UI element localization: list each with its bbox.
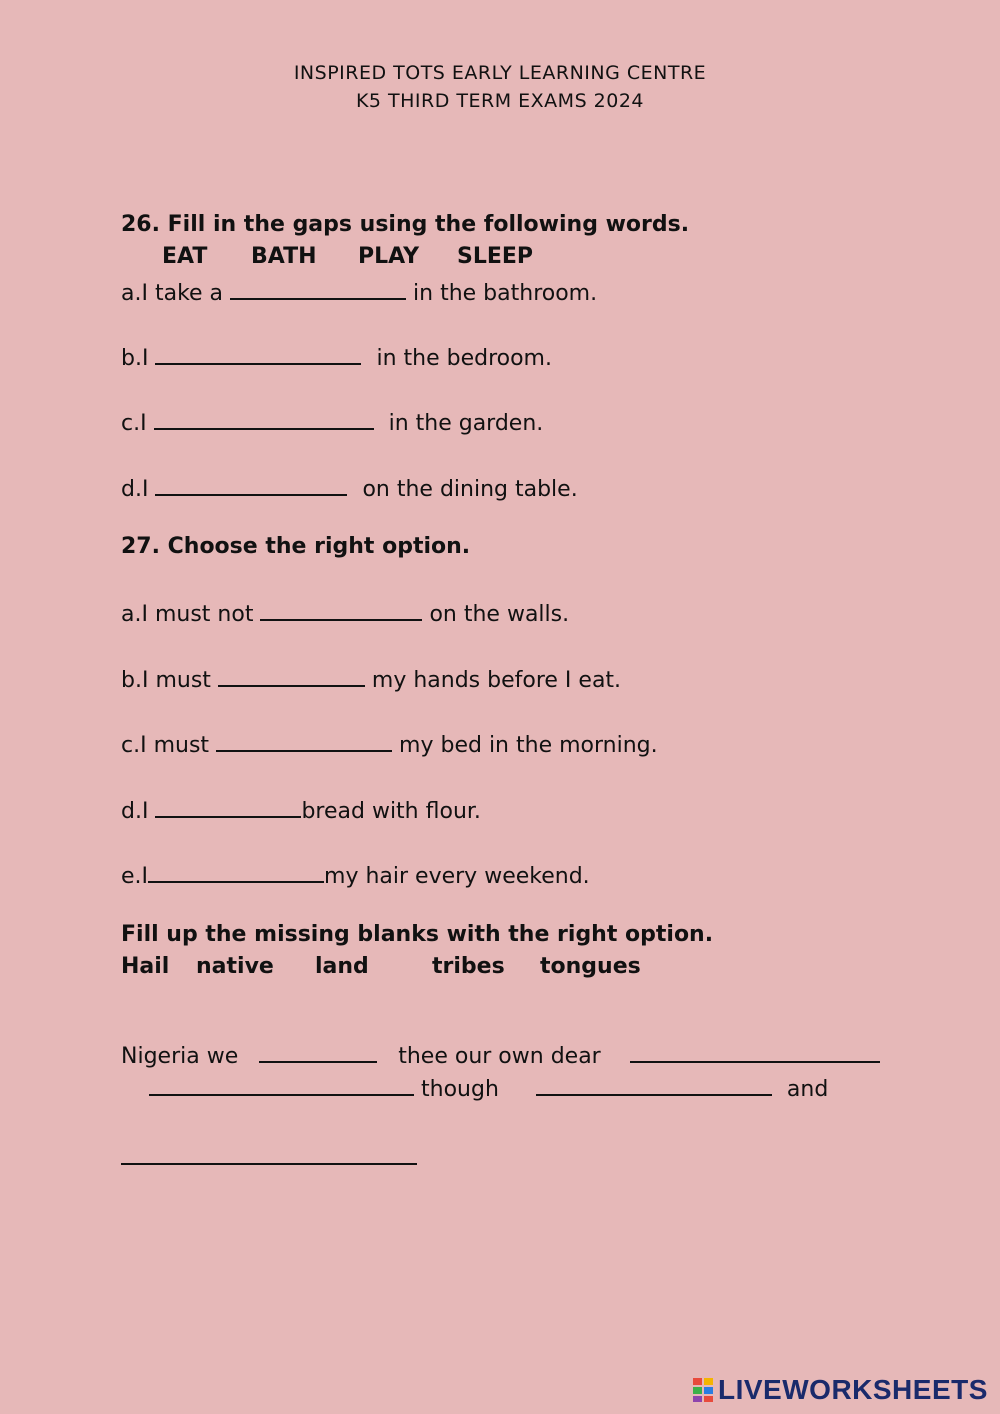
word-option: SLEEP	[457, 244, 534, 269]
answer-blank[interactable]	[630, 1041, 880, 1063]
answer-blank[interactable]	[230, 278, 406, 300]
item-suffix: my hair every weekend.	[324, 864, 590, 889]
q27-item-e	[121, 861, 590, 889]
item-prefix: a.I take a	[121, 281, 224, 306]
word-option: land	[315, 954, 369, 979]
word-option: native	[196, 954, 274, 979]
liveworksheets-logo: LIVEWORKSHEETS	[718, 1374, 988, 1405]
q26-title: 26. Fill in the gaps using the following words.	[121, 212, 690, 237]
q27-item-a	[121, 599, 569, 627]
anthem-text: though	[421, 1077, 499, 1102]
q27-item-b	[121, 665, 621, 693]
q28-title: Fill up the missing blanks with the right option.	[121, 922, 714, 947]
q27-title: 27. Choose the right option.	[121, 534, 471, 559]
item-prefix: e.I	[121, 864, 149, 889]
anthem-line-1	[121, 1041, 880, 1069]
exam-title: K5 THIRD TERM EXAMS 2024	[355, 90, 645, 112]
anthem-line-2	[149, 1074, 828, 1102]
item-suffix: my hands before I eat.	[371, 668, 622, 693]
q26-item-a	[121, 278, 597, 306]
answer-blank[interactable]	[154, 408, 374, 430]
answer-blank[interactable]	[149, 1074, 414, 1096]
word-option: tribes	[432, 954, 505, 979]
answer-blank[interactable]	[155, 474, 347, 496]
answer-blank[interactable]	[536, 1074, 772, 1096]
item-suffix: bread with flour.	[301, 799, 481, 824]
q26-item-c	[121, 408, 543, 436]
item-prefix: b.I	[121, 346, 149, 371]
word-option: BATH	[251, 244, 317, 269]
item-prefix: a.I must not	[121, 602, 254, 627]
answer-blank[interactable]	[260, 599, 422, 621]
item-suffix: on the dining table.	[362, 477, 578, 502]
item-suffix: my bed in the morning.	[399, 733, 658, 758]
answer-blank[interactable]	[148, 861, 324, 883]
item-suffix: in the garden.	[388, 411, 544, 436]
word-option: PLAY	[358, 244, 419, 269]
q27-item-d	[121, 796, 481, 824]
item-prefix: d.I	[121, 799, 149, 824]
item-prefix: b.I must	[121, 668, 211, 693]
word-option: Hail	[121, 954, 170, 979]
item-suffix: in the bathroom.	[413, 281, 598, 306]
answer-blank[interactable]	[155, 343, 361, 365]
answer-blank[interactable]	[121, 1143, 417, 1165]
item-suffix: on the walls.	[429, 602, 570, 627]
liveworksheets-logo-icon	[693, 1378, 713, 1402]
answer-blank[interactable]	[216, 730, 392, 752]
anthem-line-3	[121, 1143, 417, 1171]
anthem-text: and	[786, 1077, 829, 1102]
answer-blank[interactable]	[259, 1041, 377, 1063]
q26-item-d	[121, 474, 578, 502]
item-prefix: d.I	[121, 477, 149, 502]
anthem-text: Nigeria we	[121, 1044, 239, 1069]
item-prefix: c.I must	[121, 733, 210, 758]
item-suffix: in the bedroom.	[376, 346, 552, 371]
anthem-text: thee our own dear	[398, 1044, 601, 1069]
q27-item-c	[121, 730, 658, 758]
word-option: EAT	[162, 244, 208, 269]
item-prefix: c.I	[121, 411, 147, 436]
q26-item-b	[121, 343, 552, 371]
school-name: INSPIRED TOTS EARLY LEARNING CENTRE	[293, 62, 707, 84]
answer-blank[interactable]	[218, 665, 365, 687]
word-option: tongues	[540, 954, 641, 979]
answer-blank[interactable]	[155, 796, 301, 818]
